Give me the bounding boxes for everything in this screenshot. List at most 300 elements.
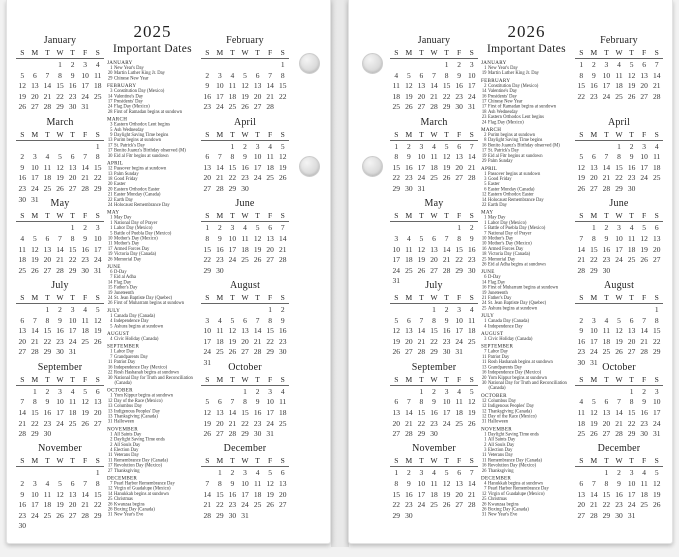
calendar-day: 6 [280, 468, 285, 478]
weekday-header [575, 130, 663, 141]
event-day-number: 1 [110, 225, 113, 231]
calendar-day: 4 [70, 386, 75, 396]
calendar-day: 17 [31, 500, 39, 510]
calendar-day: 15 [615, 162, 623, 172]
punch-hole [362, 156, 383, 177]
calendar-day: 8 [654, 315, 659, 325]
weekday-letter: S [95, 374, 100, 384]
calendar-day: 9 [205, 81, 210, 91]
calendar-day: 26 [405, 102, 413, 112]
calendar-day: 14 [442, 244, 451, 254]
weekday-letter: T [444, 293, 449, 303]
mini-calendar-july [16, 280, 104, 362]
calendar-day: 25 [640, 500, 648, 510]
calendar-day: 10 [392, 244, 401, 254]
event-day-number: 25 [481, 256, 487, 262]
weekday-letter: T [255, 456, 260, 466]
calendar-day: 7 [617, 397, 621, 407]
day-grid [575, 223, 663, 276]
weekday-letter: W [615, 374, 623, 384]
calendar-day: 16 [577, 336, 586, 346]
calendar-day: 24 [253, 173, 262, 183]
empty-day-cell [41, 223, 54, 234]
weekday-letter: T [629, 48, 634, 57]
important-dates-event: 30 Eid al Fitr begins at sundown [107, 153, 169, 159]
important-dates-event: 3 Good Friday [481, 176, 572, 181]
month-title: September [411, 361, 457, 373]
important-dates-event: 2 Constitution Day (Mexico) [481, 83, 572, 88]
calendar-day: 19 [81, 407, 89, 417]
calendar-day: 17 [216, 91, 224, 101]
calendar-day: 4 [268, 141, 272, 151]
calendar-day: 19 [640, 244, 648, 254]
weekday-letter: W [241, 456, 249, 466]
calendar-day: 9 [70, 70, 75, 80]
calendar-day: 27 [417, 102, 426, 112]
weekday-letter: F [268, 374, 273, 384]
calendar-day: 25 [430, 500, 438, 510]
empty-day-cell [79, 142, 92, 153]
calendar-day: 5 [591, 397, 596, 407]
calendar-day: 7 [255, 315, 260, 325]
calendar-day: 8 [45, 315, 50, 325]
important-dates-event: 7 Eid al Adha [107, 275, 198, 280]
calendar-day: 14 [467, 152, 476, 162]
empty-day-cell [54, 223, 67, 234]
important-dates-event: 16 Independence Day (Mexico) [107, 364, 168, 370]
empty-day-cell [613, 305, 626, 316]
calendar-day: 29 [602, 510, 611, 520]
calendar-day: 18 [93, 81, 102, 91]
calendar-day: 19 [405, 91, 413, 101]
event-day-number: 1 [484, 220, 487, 226]
calendar-day: 5 [444, 141, 449, 151]
weekday-letter: T [629, 293, 634, 303]
important-dates-event: 1 Labor Day (Mexico) [107, 226, 198, 231]
weekday-letter: W [430, 374, 438, 384]
calendar-day: 23 [253, 418, 262, 428]
calendar-day: 25 [266, 173, 274, 183]
weekday-letter: T [45, 293, 50, 303]
calendar-day: 20 [417, 91, 426, 101]
weekday-letter: S [654, 293, 659, 303]
calendar-day: 24 [81, 91, 89, 101]
calendar-day: 6 [406, 315, 411, 325]
calendar-day: 4 [217, 315, 222, 325]
event-day-number: 14 [107, 279, 113, 285]
weekday-letter: S [205, 456, 210, 466]
event-day-number: 17 [107, 142, 113, 148]
empty-day-cell [575, 387, 588, 398]
calendar-day: 7 [83, 152, 87, 162]
weekday-letter: W [56, 48, 64, 57]
month-title: October [228, 361, 262, 373]
weekday-letter: M [590, 211, 598, 221]
weekday-letter: T [230, 211, 235, 221]
calendar-day: 20 [602, 418, 611, 428]
calendar-day: 11 [241, 233, 249, 243]
calendar-day: 23 [590, 91, 598, 101]
weekday-letter: T [419, 129, 424, 139]
calendar-day: 19 [228, 336, 237, 346]
calendar-day: 31 [93, 265, 102, 275]
calendar-day: 12 [467, 397, 476, 407]
event-day-number: 13 [107, 403, 113, 409]
calendar-day: 14 [590, 489, 598, 499]
important-dates-event: 1 Yom Kippur begins at sundown [107, 393, 198, 398]
day-grid [575, 142, 663, 195]
calendar-day: 26 [577, 184, 586, 194]
mini-calendar-june [575, 198, 663, 280]
month-title: August [603, 280, 635, 292]
weekday-letter: S [205, 293, 210, 303]
calendar-day: 7 [654, 60, 659, 69]
important-dates-event: 12 Passover begins at sundown [107, 166, 167, 172]
calendar-day: 2 [604, 223, 609, 233]
empty-day-cell [239, 305, 252, 316]
empty-day-cell [214, 60, 227, 71]
weekday-header [390, 456, 478, 467]
empty-day-cell [201, 468, 214, 479]
calendar-day: 15 [442, 81, 451, 91]
weekday-letter: W [615, 293, 623, 303]
calendar-day: 13 [266, 233, 274, 243]
calendar-day: 30 [430, 429, 438, 439]
event-day-number: 20 [481, 375, 487, 381]
calendar-day: 2 [230, 468, 235, 478]
weekday-letter: T [629, 211, 634, 221]
empty-day-cell [588, 468, 601, 479]
calendar-day: 28 [615, 429, 623, 439]
event-day-number: 1 [484, 318, 487, 324]
weekday-letter: F [457, 456, 462, 466]
important-dates-event: 11 Mother's Day [108, 241, 140, 247]
event-day-number: 1 [484, 171, 487, 177]
mini-calendar-september [390, 362, 478, 444]
calendar-day: 14 [430, 81, 438, 91]
empty-day-cell [29, 60, 42, 71]
empty-day-cell [403, 305, 416, 316]
calendar-day: 7 [406, 397, 411, 407]
calendar-day: 23 [203, 102, 212, 112]
weekday-letter: F [642, 374, 647, 384]
calendar-day: 10 [203, 326, 212, 336]
important-dates-event: 2 Purim begins at sundown [481, 133, 572, 138]
event-day-number: 1 [484, 437, 487, 443]
weekday-letter: T [45, 456, 50, 466]
calendar-day: 27 [392, 429, 401, 439]
calendar-day: 16 [405, 489, 413, 499]
calendar-day: 24 [442, 418, 451, 428]
calendar-day: 29 [241, 429, 249, 439]
important-dates-event: 1 Canada Day (Canada) [481, 319, 572, 324]
calendar-day: 21 [602, 173, 611, 183]
weekday-letter: S [20, 374, 25, 384]
month-title: January [417, 35, 451, 46]
important-dates-event: 12 Virgin of Guadalupe (Mexico) [481, 491, 545, 497]
weekday-letter: M [590, 48, 598, 57]
calendar-day: 11 [430, 152, 438, 162]
important-dates-event: 18 Victoria Day (Canada) [481, 251, 531, 257]
calendar-day: 12 [81, 397, 89, 407]
calendar-day: 9 [58, 315, 62, 325]
calendar-day: 25 [68, 418, 77, 428]
calendar-day: 30 [241, 184, 249, 194]
calendar-day: 13 [68, 489, 77, 499]
important-dates-event: 6 D-Day [481, 275, 572, 280]
month-title: October [602, 361, 636, 373]
calendar-day: 2 [629, 141, 634, 151]
weekday-header [201, 211, 289, 222]
empty-day-cell [264, 60, 277, 71]
important-dates-event: 10 Mother's Day (Mexico) [481, 241, 532, 247]
calendar-day: 12 [442, 479, 451, 489]
calendar-day: 16 [203, 91, 212, 101]
event-day-number: 2 [110, 437, 113, 443]
calendar-day: 25 [278, 418, 287, 428]
calendar-day: 8 [243, 397, 247, 407]
mini-calendar-february [201, 35, 289, 117]
calendar-day: 21 [266, 91, 274, 101]
weekday-header [390, 130, 478, 141]
calendar-day: 11 [18, 244, 26, 254]
calendar-day: 24 [640, 173, 648, 183]
calendar-day: 3 [419, 141, 424, 151]
important-dates-event: 13 Thanksgiving (Canada) [107, 413, 158, 419]
event-day-number: 19 [481, 70, 487, 76]
empty-day-cell [214, 142, 227, 153]
event-day-number: 12 [481, 491, 487, 497]
event-day-number: 30 [481, 380, 487, 386]
empty-day-cell [201, 142, 214, 153]
calendar-day: 16 [640, 407, 648, 417]
important-dates-month-header: MAY [107, 209, 120, 216]
calendar-day: 4 [230, 70, 235, 80]
calendar-day: 16 [467, 244, 476, 254]
important-dates-month-header: MARCH [481, 127, 502, 133]
event-day-number: 4 [110, 447, 113, 453]
event-day-number: 15 [107, 285, 113, 291]
event-day-number: 1 [110, 65, 113, 71]
weekday-letter: T [255, 293, 260, 303]
calendar-day: 30 [405, 510, 413, 520]
event-day-number: 12 [481, 413, 487, 419]
calendar-day: 28 [253, 347, 262, 357]
calendar-day: 18 [228, 91, 237, 101]
event-day-number: 18 [481, 251, 487, 257]
calendar-day: 22 [93, 173, 102, 183]
calendar-day: 8 [95, 152, 100, 162]
calendar-day: 19 [241, 91, 249, 101]
weekday-letter: F [457, 48, 462, 57]
event-day-number: 29 [481, 158, 487, 164]
event-day-number: 25 [481, 305, 487, 311]
day-grid [201, 387, 289, 440]
empty-day-cell [403, 60, 416, 71]
calendar-day: 21 [216, 173, 224, 183]
important-dates-event: 13 Indigenous Peoples' Day [107, 408, 161, 414]
calendar-day: 12 [417, 244, 426, 254]
empty-day-cell [575, 142, 588, 153]
event-day-number: 5 [484, 181, 487, 187]
important-dates-event: 6 D-Day [107, 270, 198, 275]
weekday-letter: T [604, 129, 609, 139]
weekday-letter: S [280, 48, 285, 57]
empty-day-cell [16, 223, 29, 234]
calendar-day: 18 [392, 91, 401, 101]
calendar-day: 24 [652, 418, 661, 428]
month-title: June [609, 198, 629, 210]
calendar-day: 30 [81, 265, 89, 275]
calendar-day: 5 [579, 152, 584, 162]
month-title: August [229, 280, 261, 292]
calendar-day: 21 [278, 244, 287, 254]
weekday-letter: S [654, 456, 659, 466]
calendar-day: 23 [43, 418, 52, 428]
months-column-right-2026 [575, 35, 663, 543]
calendar-day: 12 [253, 233, 262, 243]
month-title: March [46, 116, 74, 128]
important-dates-event: 20 Martin Luther King Jr. Day [107, 70, 165, 76]
event-day-number: 16 [481, 370, 487, 376]
calendar-day: 29 [442, 102, 451, 112]
event-day-number: 19 [481, 153, 487, 159]
important-dates-event: 11 Remembrance Day (Canada) [108, 457, 168, 463]
important-dates-event: 17 Benito Juarez's Birthday observed (M) [107, 148, 186, 154]
mini-calendar-november [16, 443, 104, 531]
calendar-day: 12 [590, 407, 598, 417]
calendar-day: 21 [228, 418, 237, 428]
calendar-day: 30 [18, 194, 27, 204]
calendar-day: 24 [602, 91, 611, 101]
weekday-letter: F [457, 211, 462, 221]
weekday-letter: F [83, 293, 88, 303]
calendar-day: 18 [602, 336, 611, 346]
event-day-number: 16 [107, 364, 113, 370]
month-title: July [51, 280, 69, 292]
calendar-day: 20 [266, 244, 274, 254]
calendar-day: 19 [627, 81, 636, 91]
calendar-day: 20 [652, 244, 661, 254]
calendar-day: 1 [217, 468, 222, 478]
weekday-letter: W [241, 374, 249, 384]
weekday-header [201, 130, 289, 141]
weekday-header [16, 456, 104, 467]
calendar-day: 18 [43, 173, 52, 183]
calendar-day: 5 [617, 315, 621, 325]
calendar-day: 18 [18, 255, 27, 265]
weekday-letter: W [615, 456, 623, 466]
calendar-day: 20 [253, 91, 262, 101]
calendar-day: 6 [205, 152, 210, 162]
important-dates-event: 30 National Day for Truth and Reconciliation (Canada) [481, 380, 567, 391]
calendar-day: 17 [627, 489, 636, 499]
calendar-day: 26 [228, 347, 237, 357]
calendar-day: 26 [31, 265, 39, 275]
event-day-number: 11 [108, 457, 113, 463]
calendar-day: 8 [617, 152, 621, 162]
calendar-day: 1 [32, 386, 37, 396]
weekday-letter: T [629, 374, 634, 384]
important-dates-event: 1 All Saints Day [481, 437, 572, 442]
calendar-day: 26 [253, 255, 262, 265]
calendar-day: 19 [590, 418, 598, 428]
calendar-day: 24 [590, 347, 598, 357]
calendar-day: 17 [93, 244, 102, 254]
empty-day-cell [403, 223, 416, 234]
calendar-day: 14 [577, 244, 586, 254]
calendar-day: 1 [591, 223, 596, 233]
event-day-number: 7 [110, 274, 113, 280]
weekday-letter: S [579, 211, 584, 221]
mini-calendar-december [201, 443, 289, 525]
calendar-day: 15 [627, 407, 636, 417]
day-grid [390, 305, 478, 358]
calendar-day: 26 [203, 429, 212, 439]
calendar-day: 17 [81, 81, 89, 91]
calendar-day: 22 [615, 173, 623, 183]
months-column-left-2025 [16, 35, 104, 543]
calendar-day: 28 [442, 265, 451, 275]
calendar-day: 12 [278, 152, 287, 162]
calendar-day: 26 [627, 91, 636, 101]
important-dates-month-header: MARCH [107, 116, 128, 123]
empty-day-cell [29, 142, 42, 153]
calendar-day: 17 [241, 489, 249, 499]
calendar-day: 7 [45, 70, 50, 80]
calendar-day: 24 [417, 500, 426, 510]
calendar-day: 30 [467, 265, 476, 275]
weekday-letter: W [430, 211, 438, 221]
calendar-day: 18 [640, 489, 648, 499]
empty-day-cell [29, 223, 42, 234]
calendar-day: 3 [444, 386, 449, 396]
event-day-number: 26 [107, 501, 113, 507]
weekday-letter: S [95, 293, 100, 303]
important-dates-event: 17 Chinese New Year [481, 99, 523, 105]
important-dates-month-header: SEPTEMBER [107, 343, 140, 350]
empty-day-cell [251, 60, 264, 71]
calendar-day: 22 [590, 255, 598, 265]
calendar-day: 22 [430, 336, 438, 346]
important-dates-event: 26 Eid al Adha begins at sundown [481, 262, 546, 267]
important-dates-month-header: JUNE [107, 264, 121, 270]
event-day-number: 26 [107, 507, 113, 513]
calendar-day: 3 [230, 223, 235, 233]
calendar-day: 18 [467, 326, 476, 336]
day-grid [390, 223, 478, 287]
calendar-day: 14 [640, 326, 648, 336]
calendar-day: 14 [602, 162, 611, 172]
important-dates-event: 4 Independence Day [481, 324, 572, 329]
month-title: June [235, 198, 255, 210]
day-grid [201, 223, 289, 276]
calendar-day: 15 [455, 244, 463, 254]
empty-day-cell [16, 142, 29, 153]
weekday-letter: T [70, 129, 75, 139]
empty-day-cell [226, 387, 239, 398]
weekday-letter: T [255, 129, 260, 139]
important-dates-event: 20 Yom Kippur begins at sundown [481, 375, 547, 381]
day-grid [201, 305, 289, 369]
calendar-day: 28 [467, 500, 476, 510]
calendar-day: 27 [68, 510, 77, 520]
calendar-day: 26 [417, 265, 426, 275]
important-dates-event: 12 Virgin of Guadalupe (Mexico) [107, 486, 171, 492]
calendar-day: 3 [32, 152, 37, 162]
calendar-day: 7 [469, 468, 474, 478]
important-dates-event: 7 Grandparents Day [107, 354, 198, 359]
